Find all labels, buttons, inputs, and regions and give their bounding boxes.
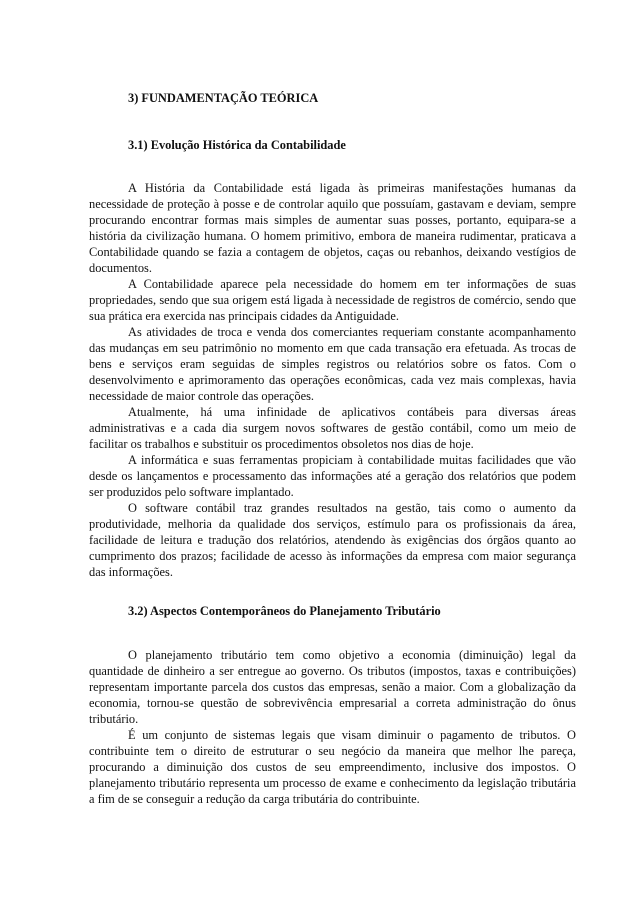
- paragraph: É um conjunto de sistemas legais que visam diminuir o pagamento de tributos. O contribuinte tem o direito de estruturar o seu negócio da maneira que melhor lhe pareça, procurando a diminuição dos custos de seu empreendimento, inclusive dos impostos. O planejamento tributário representa um processo de exame e conhecimento da legislação tributária a fim de se conseguir a redução da carga tributária do contribuinte.: [89, 728, 576, 806]
- paragraph: Atualmente, há uma infinidade de aplicativos contábeis para diversas áreas administrativas e a cada dia surgem novos softwares de gestão contábil, como um meio de facilitar os trabalhos e substituir os procedimentos obsoletos nos dias de hoje.: [89, 405, 576, 451]
- paragraph: A Contabilidade aparece pela necessidade do homem em ter informações de suas propriedades, sendo que sua origem está ligada à necessidade de registros de comércio, sendo que sua prática era exercida nas principais cidades da Antiguidade.: [89, 277, 576, 323]
- paragraph: O planejamento tributário tem como objetivo a economia (diminuição) legal da quantidade de dinheiro a ser entregue ao governo. Os tributos (impostos, taxas e contribuições) representam importante parcela dos custos das empresas, senão a maior. Com a globalização da economia, tornou-se questão de sobrevivência empresarial a correta administração do ônus tributário.: [89, 648, 576, 726]
- paragraph: O software contábil traz grandes resultados na gestão, tais como o aumento da produtividade, melhoria da qualidade dos serviços, estímulo para os profissionais da área, facilidade de leitura e tradução dos relatórios, atendendo às exigências dos órgãos quanto ao cumprimento dos prazos; facilidade de acesso às informações da empresa com maior segurança das informações.: [89, 501, 576, 579]
- paragraph: As atividades de troca e venda dos comerciantes requeriam constante acompanhamento das mudanças em seu patrimônio no momento em que cada transação era efetuada. As trocas de bens e serviços eram seguidas de simples registros ou relatórios sobre os fatos. Com o desenvolvimento e aprimoramento das operações econômicas, cada vez mais complexas, havia necessidade de maior controle das operações.: [89, 325, 576, 403]
- paragraph: A informática e suas ferramentas propiciam à contabilidade muitas facilidades que vão desde os lançamentos e processamento das informações até a geração dos relatórios que podem ser produzidos pelo software implantado.: [89, 453, 576, 499]
- subsection-body-planejamento: [89, 647, 576, 807]
- subsection-title-evolucao: 3.1) Evolução Histórica da Contabilidade: [128, 138, 346, 152]
- section-title: 3) FUNDAMENTAÇÃO TEÓRICA: [128, 91, 319, 105]
- paragraph: A História da Contabilidade está ligada às primeiras manifestações humanas da necessidade de proteção à posse e de controlar aquilo que possuíam, gastavam e deviam, sempre procurando encontrar formas mais simples de aumentar suas posses, portanto, equipara-se a história da civilização humana. O homem primitivo, embora de maneira rudimentar, praticava a Contabilidade quando se fazia a contagem de objetos, caças ou rebanhos, deixando vestígios de documentos.: [89, 181, 576, 275]
- subsection-body-evolucao: [89, 180, 576, 580]
- subsection-title-planejamento: 3.2) Aspectos Contemporâneos do Planejamento Tributário: [128, 604, 441, 618]
